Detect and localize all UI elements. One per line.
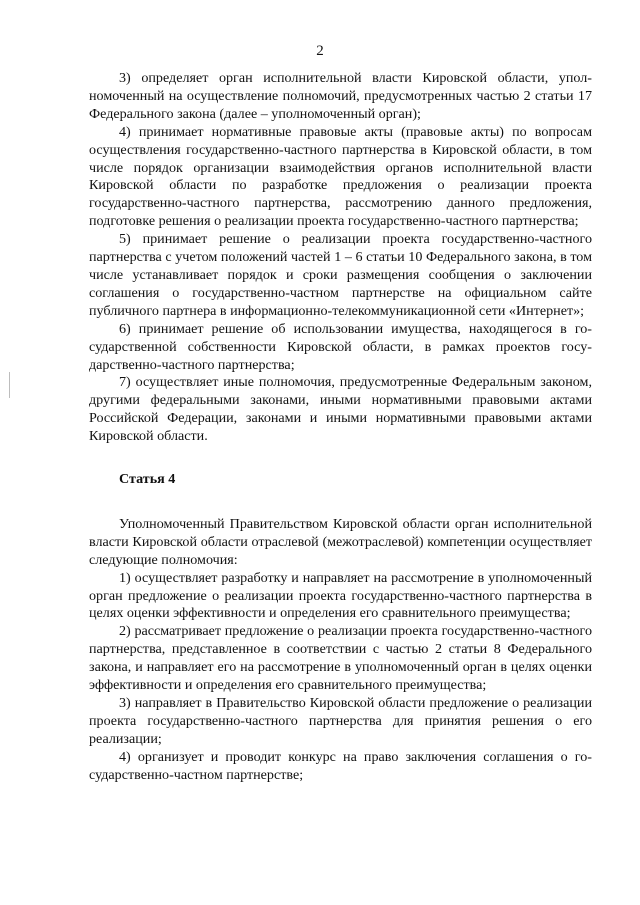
page-number: 2 <box>316 43 324 59</box>
article-intro-paragraph: Уполномоченный Правительством Кировской области орган исполнительной власти Кировской области отраслевой (межотраслевой) компетенции осуществляет следующие полномочия: <box>89 515 592 568</box>
article-item-2: 2) рассматривает предложение о реализации проекта государственно-частного партнерства, представленное в соответствии с частью 2 статьи 8 Федерального закона, и направляет его на рассмотрение в уполномоченный орган в целях оценки эффективности и определения его сравнительного преимущества; <box>89 623 592 694</box>
paragraph-item-4: 4) принимает нормативные правовые акты (правовые акты) по вопросам осуществления государственно-частного партнерства в Кировской области, в том числе порядок организации взаимодействия органов исполнительной власти Кировской области по разработке предложения о реализации проекта государственно-частного партнерства, рассмотрению данного предложения, подготовке решения о реализации проекта государственно-частного партнерства; <box>89 123 592 230</box>
document-body <box>89 70 592 785</box>
article-item-3: 3) направляет в Правительство Кировской области предложение о реализации проекта государственно-частного партнерства для принятия решения о его реализации; <box>89 695 592 747</box>
article-item-1: 1) осуществляет разработку и направляет на рассмотрение в уполномоченный орган предложение о реализации проекта государственно-частного партнерства в целях оценки эффективности и определения его сравнительного преимущества; <box>89 569 592 622</box>
paragraph-item-3: 3) определяет орган исполнительной власти Кировской области, уполномоченный на осуществление полномочий, предусмотренных частью 2 статьи 17 Федерального закона (далее – уполномоченный орган); <box>89 70 592 122</box>
paragraph-item-5: 5) принимает решение о реализации проекта государственно-частного партнерства с учетом положений частей 1 – 6 статьи 10 Федерального закона, в том числе устанавливает порядок и сроки размещения сообщения о заключении соглашения о государственно-частном партнерстве на официальном сайте публичного партнера в информационно-телекоммуникационной сети «Интернет»; <box>89 231 592 319</box>
article-item-4: 4) организует и проводит конкурс на право заключения соглашения о государственно-частном партнерстве; <box>89 748 592 783</box>
margin-scan-mark <box>9 372 10 398</box>
article-heading: Статья 4 <box>119 471 176 488</box>
paragraph-item-7: 7) осуществляет иные полномочия, предусмотренные Федеральным законом, другими федеральными законами, иными нормативными правовыми актами Российской Федерации, законами и иными нормативными правовыми актами Кировской области. <box>89 374 592 445</box>
paragraph-item-6: 6) принимает решение об использовании имущества, находящегося в государственной собственности Кировской области, в рамках проектов государственно-частного партнерства; <box>89 320 592 373</box>
